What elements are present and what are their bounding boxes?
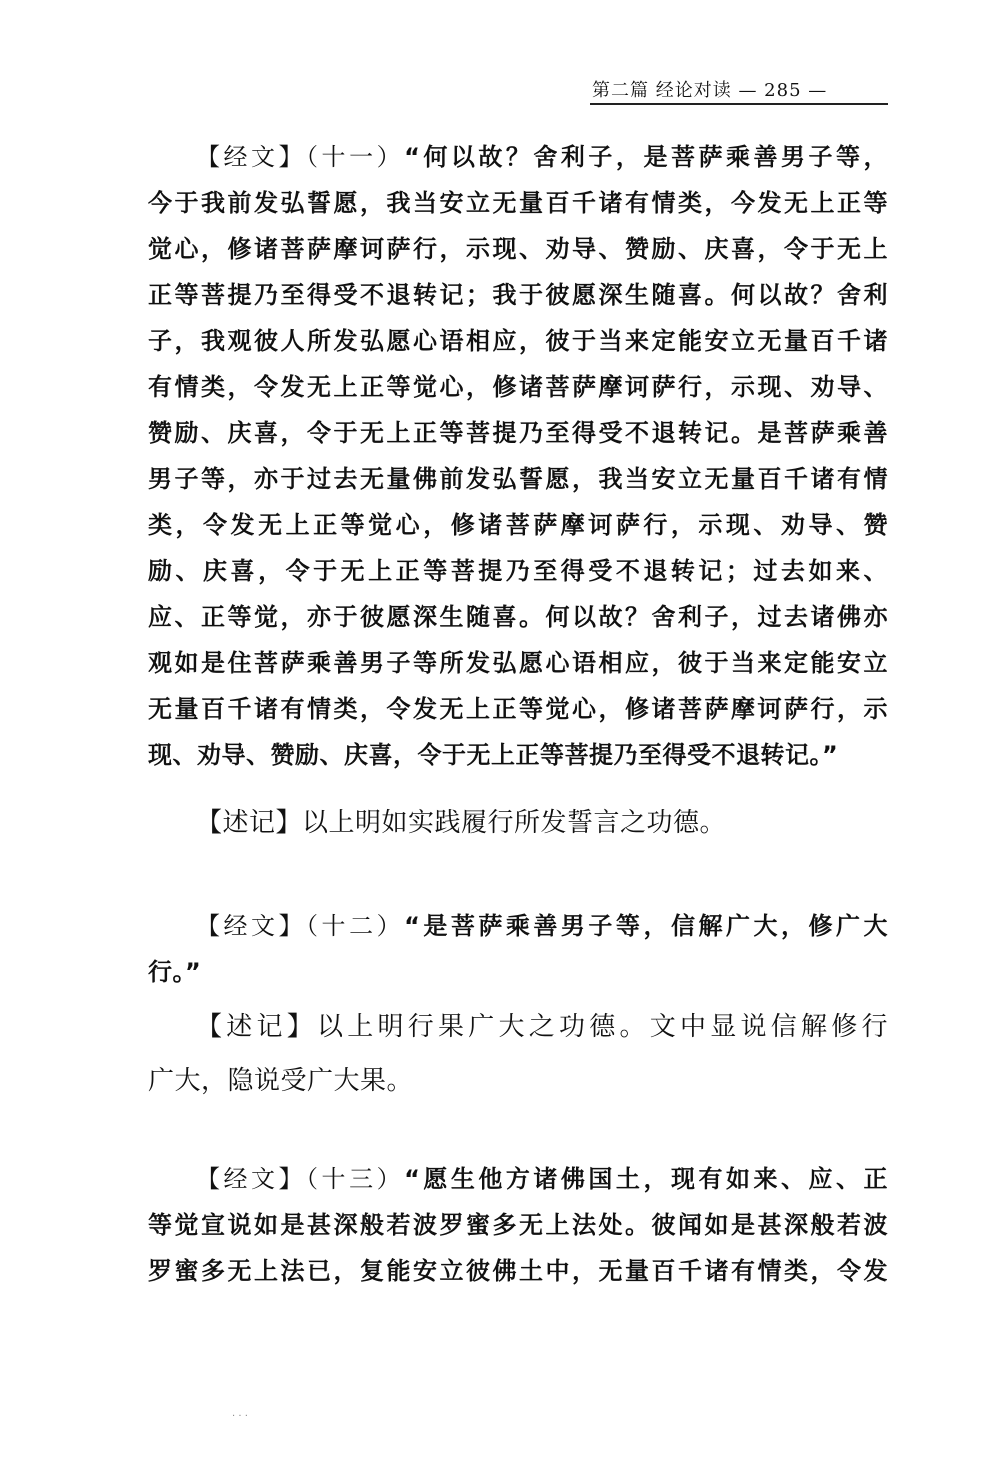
sutra-number: （十二） — [306, 912, 405, 940]
scan-speck: · · · — [232, 1411, 248, 1422]
sutra-line: 男子等，亦于过去无量佛前发弘誓愿，我当安立无量百千诸有情 — [148, 465, 888, 493]
sutra-line: 无量百千诸有情类，令发无上正等觉心，修诸菩萨摩诃萨行，示 — [148, 695, 888, 723]
sutra-line: 赞励、庆喜，令于无上正等菩提乃至得受不退转记。是菩萨乘善 — [148, 419, 888, 447]
sutra-section-12 — [148, 903, 888, 995]
sutra-line: 罗蜜多无上法已，复能安立彼佛土中，无量百千诸有情类，令发 — [148, 1257, 888, 1285]
header-rule — [590, 103, 888, 105]
page-header — [592, 74, 827, 104]
commentary-tag: 【述记】 — [196, 1012, 317, 1042]
commentary-section-2 — [148, 1000, 888, 1108]
sutra-line: 应、正等觉，亦于彼愿深生随喜。何以故？舍利子，过去诸佛亦 — [148, 603, 888, 631]
sutra-line: 今于我前发弘誓愿，我当安立无量百千诸有情类，今发无上正等 — [148, 189, 888, 217]
sutra-number: （十三） — [306, 1165, 405, 1193]
sutra-line: 行。” — [148, 958, 202, 986]
sutra-line: 等觉宣说如是甚深般若波罗蜜多无上法处。彼闻如是甚深般若波 — [148, 1211, 888, 1239]
sutra-line — [148, 1156, 888, 1202]
sutra-line: 子，我观彼人所发弘愿心语相应，彼于当来定能安立无量百千诸 — [148, 327, 888, 355]
sutra-section-13 — [148, 1156, 888, 1294]
sutra-tag: 【经文】 — [196, 1165, 307, 1193]
sutra-line: 觉心，修诸菩萨摩诃萨行，示现、劝导、赞励、庆喜，令于无上 — [148, 235, 888, 263]
sutra-line: 现、劝导、赞励、庆喜，令于无上正等菩提乃至得受不退转记。” — [148, 741, 839, 769]
commentary-line: 广大，隐说受广大果。 — [148, 1066, 414, 1096]
header-text: 第二篇 经论对读 — 285 — — [592, 80, 828, 101]
sutra-section-11 — [148, 134, 888, 778]
sutra-text: “是菩萨乘善男子等，信解广大，修广大 — [404, 912, 889, 940]
sutra-tag: 【经文】 — [196, 912, 307, 940]
sutra-line — [148, 134, 888, 180]
sutra-line: 励、庆喜，令于无上正等菩提乃至得受不退转记；过去如来、 — [148, 557, 888, 585]
sutra-line: 类，令发无上正等觉心，修诸菩萨摩诃萨行，示现、劝导、赞 — [148, 511, 888, 539]
commentary-text: 以上明如实践履行所发誓言之功德。 — [302, 808, 727, 838]
commentary-tag: 【述记】 — [196, 808, 303, 838]
commentary-line — [148, 800, 888, 846]
sutra-text: “何以故？舍利子，是菩萨乘善男子等， — [404, 143, 889, 171]
sutra-line: 观如是住菩萨乘善男子等所发弘愿心语相应，彼于当来定能安立 — [148, 649, 888, 677]
sutra-line: 有情类，令发无上正等觉心，修诸菩萨摩诃萨行，示现、劝导、 — [148, 373, 888, 401]
sutra-line: 正等菩提乃至得受不退转记；我于彼愿深生随喜。何以故？舍利 — [148, 281, 888, 309]
sutra-text: “愿生他方诸佛国土，现有如来、应、正 — [404, 1165, 889, 1193]
sutra-number: （十一） — [306, 143, 405, 171]
sutra-tag: 【经文】 — [196, 143, 307, 171]
commentary-section-1 — [148, 800, 888, 846]
commentary-text: 以上明行果广大之功德。文中显说信解修行 — [317, 1012, 888, 1042]
sutra-line — [148, 903, 888, 949]
commentary-line — [148, 1000, 888, 1054]
